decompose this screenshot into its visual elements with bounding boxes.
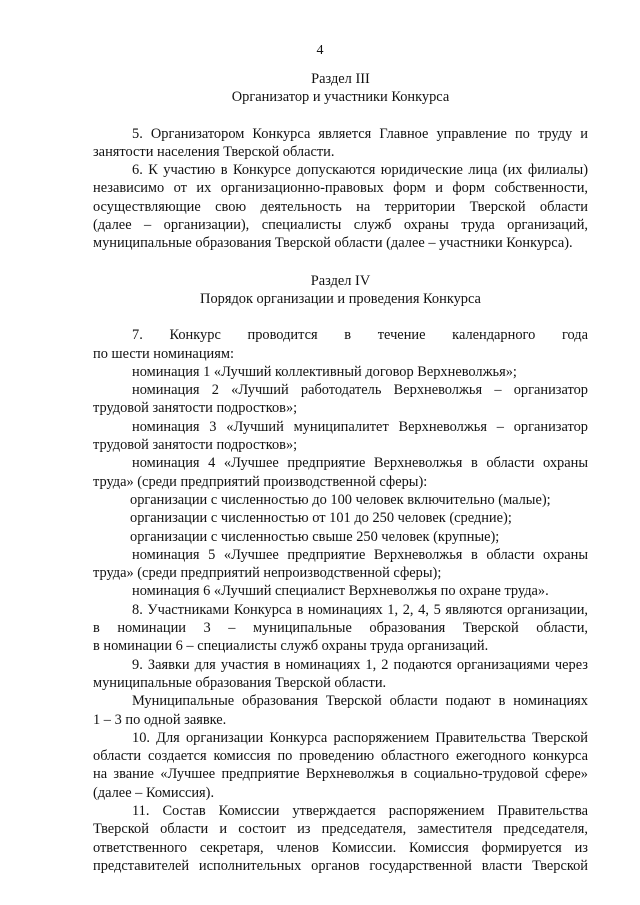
paragraph-6-line-2: независимо от их организационно-правовых форм и форм собственности,	[93, 180, 588, 197]
nomination-3-line-2: трудовой занятости подростков»;	[93, 437, 298, 454]
paragraph-10-line-2: области создается комиссия по проведению областного ежегодного конкурса	[93, 748, 588, 765]
nomination-4-line-1: номинация 4 «Лучшее предприятие Верхневолжья в области охраны	[132, 455, 588, 472]
paragraph-5-line-1: 5. Организатором Конкурса является Главное управление по труду и	[132, 125, 588, 142]
paragraph-8-line-1: 8. Участниками Конкурса в номинациях 1, 2, 4, 5 являются организации,	[132, 601, 588, 618]
paragraph-6-line-4: (далее – организации), специалисты служб охраны труда организаций,	[93, 217, 588, 234]
paragraph-6-line-1: 6. К участию в Конкурсе допускаются юридические лица (их филиалы)	[132, 162, 588, 179]
paragraph-9b-line-1: Муниципальные образования Тверской области подают в номинациях	[132, 693, 588, 710]
org-size-large: организации с численностью свыше 250 человек (крупные);	[130, 528, 500, 545]
paragraph-9-line-2: муниципальные образования Тверской области.	[93, 674, 387, 691]
paragraph-6-line-5: муниципальные образования Тверской области (далее – участники Конкурса).	[93, 235, 573, 252]
paragraph-11-line-1: 11. Состав Комиссии утверждается распоряжением Правительства	[132, 802, 588, 819]
section-3-title: Организатор и участники Конкурса	[231, 89, 450, 106]
nomination-1: номинация 1 «Лучший коллективный договор Верхневолжья»;	[132, 363, 517, 380]
org-size-medium: организации с численностью от 101 до 250 человек (средние);	[130, 510, 512, 527]
paragraph-9-line-1: 9. Заявки для участия в номинациях 1, 2 подаются организациями через	[132, 656, 588, 673]
document-body	[93, 70, 588, 875]
nomination-4-line-2: труда» (среди предприятий производственной сферы):	[93, 473, 428, 490]
page-number: 4	[316, 43, 324, 58]
paragraph-11-line-2: Тверской области и состоит из председателя, заместителя председателя,	[93, 821, 588, 838]
paragraph-11-line-4: представителей исполнительных органов государственной власти Тверской	[93, 857, 588, 874]
paragraph-5-line-2: занятости населения Тверской области.	[93, 143, 335, 160]
nomination-5-line-2: труда» (среди предприятий непроизводственной сферы);	[93, 565, 442, 582]
nomination-2-line-1: номинация 2 «Лучший работодатель Верхневолжья – организатор	[132, 382, 588, 399]
nomination-6: номинация 6 «Лучший специалист Верхневолжья по охране труда».	[132, 583, 549, 600]
paragraph-11-line-3: ответственного секретаря, членов Комиссии. Комиссия формируется из	[93, 839, 588, 856]
paragraph-8-line-2: в номинации 3 – муниципальные образования Тверской области,	[93, 620, 588, 637]
paragraph-10-line-3: на звание «Лучшее предприятие Верхневолжья в социально-трудовой сфере»	[93, 766, 588, 783]
paragraph-9b-line-2: 1 – 3 по одной заявке.	[93, 711, 227, 728]
section-4-title: Порядок организации и проведения Конкурса	[200, 290, 481, 307]
section-3-heading: Раздел III	[311, 71, 370, 87]
paragraph-8-line-3: в номинации 6 – специалисты служб охраны труда организаций.	[93, 638, 489, 655]
paragraph-7-line-1: 7. Конкурс проводится в течение календарного года	[132, 327, 588, 344]
nomination-3-line-1: номинация 3 «Лучший муниципалитет Верхневолжья – организатор	[132, 418, 588, 435]
org-size-small: организации с численностью до 100 человек включительно (малые);	[130, 491, 551, 508]
paragraph-10-line-4: (далее – Комиссия).	[93, 784, 215, 801]
paragraph-7-line-2: по шести номинациям:	[93, 345, 234, 362]
paragraph-6-line-3: осуществляющие свою деятельность на территории Тверской области	[93, 198, 588, 215]
nomination-5-line-1: номинация 5 «Лучшее предприятие Верхневолжья в области охраны	[132, 546, 588, 563]
paragraph-10-line-1: 10. Для организации Конкурса распоряжением Правительства Тверской	[132, 729, 588, 746]
section-4-heading: Раздел IV	[310, 272, 371, 289]
nomination-2-line-2: трудовой занятости подростков»;	[93, 400, 298, 417]
